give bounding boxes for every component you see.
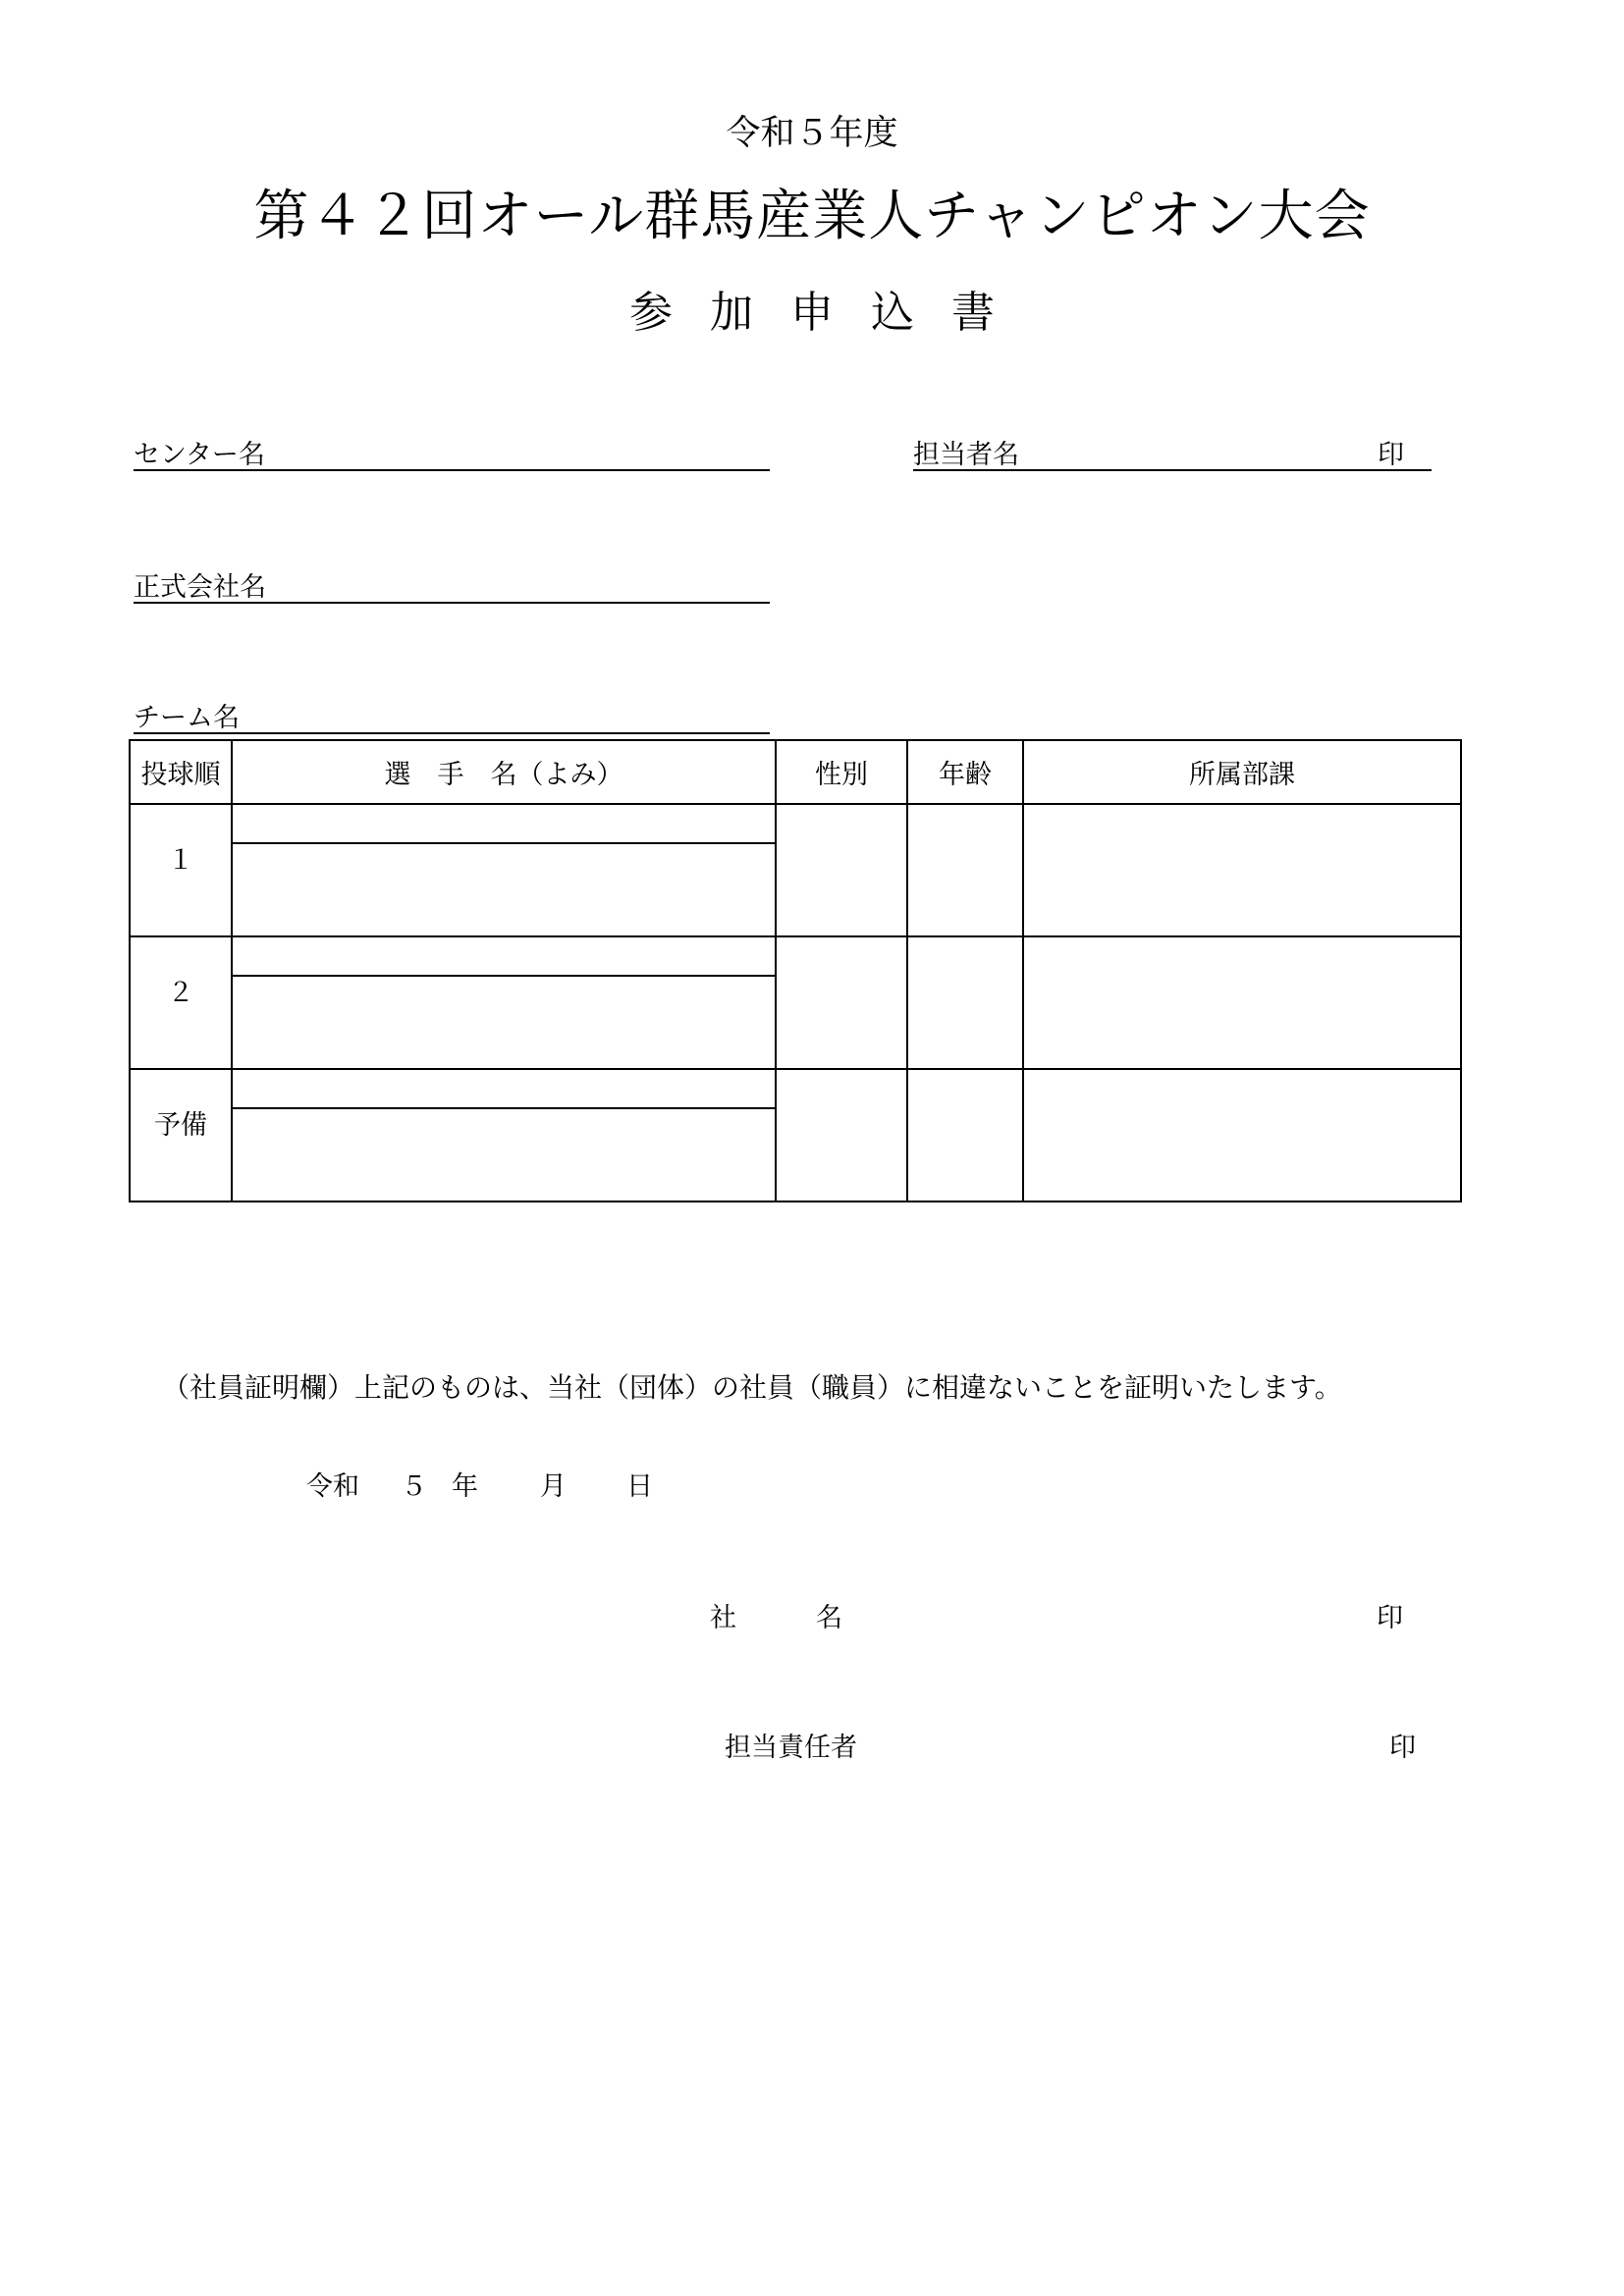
reading-field[interactable] <box>233 805 775 844</box>
fiscal-year: 令和５年度 <box>726 114 898 153</box>
date-day-label: 日 <box>626 1471 653 1502</box>
department-cell[interactable] <box>1023 936 1461 1069</box>
header-order: 投球順 <box>130 740 232 804</box>
header-department: 所属部課 <box>1023 740 1461 804</box>
responsible-seal-mark: 印 <box>1389 1733 1416 1763</box>
company-signature-label: 社 名 <box>710 1603 842 1633</box>
team-name-input[interactable] <box>134 732 770 734</box>
date-month-label: 月 <box>540 1471 567 1502</box>
age-cell[interactable] <box>907 1069 1023 1201</box>
row-order: １ <box>130 804 232 936</box>
center-name-input[interactable] <box>134 469 770 471</box>
header-gender: 性別 <box>776 740 907 804</box>
reading-field[interactable] <box>233 1070 775 1109</box>
person-in-charge-input[interactable] <box>913 469 1432 471</box>
date-year-label: 年 <box>452 1471 478 1502</box>
header-player-name: 選 手 名（よみ） <box>232 740 776 804</box>
row-order: ２ <box>130 936 232 1069</box>
row-order: 予備 <box>130 1069 232 1201</box>
center-name-label: センター名 <box>134 440 265 470</box>
reading-field[interactable] <box>233 937 775 977</box>
company-name-input[interactable] <box>134 602 770 604</box>
form-title: 参加申込書 <box>629 288 1032 338</box>
person-in-charge-label: 担当者名 <box>913 440 1019 470</box>
roster-table <box>129 739 1462 1202</box>
date-era: 令和 <box>306 1471 359 1502</box>
department-cell[interactable] <box>1023 804 1461 936</box>
department-cell[interactable] <box>1023 1069 1461 1201</box>
age-cell[interactable] <box>907 936 1023 1069</box>
table-header-row <box>130 740 1461 804</box>
certification-statement: （社員証明欄）上記のものは、当社（団体）の社員（職員）に相違ないことを証明いたします。 <box>162 1371 1342 1404</box>
player-name-cell[interactable] <box>232 804 776 936</box>
player-name-cell[interactable] <box>232 936 776 1069</box>
table-row <box>130 804 1461 936</box>
seal-mark: 印 <box>1378 440 1404 470</box>
gender-cell[interactable] <box>776 936 907 1069</box>
header-age: 年齢 <box>907 740 1023 804</box>
age-cell[interactable] <box>907 804 1023 936</box>
responsible-person-label: 担当責任者 <box>725 1733 857 1763</box>
date-year: ５ <box>401 1471 427 1502</box>
company-seal-mark: 印 <box>1377 1603 1403 1633</box>
player-name-cell[interactable] <box>232 1069 776 1201</box>
company-name-label: 正式会社名 <box>134 572 266 603</box>
table-row <box>130 936 1461 1069</box>
team-name-label: チーム名 <box>134 703 240 733</box>
gender-cell[interactable] <box>776 804 907 936</box>
gender-cell[interactable] <box>776 1069 907 1201</box>
page-title: 第４２回オール群馬産業人チャンピオン大会 <box>253 185 1371 248</box>
table-row <box>130 1069 1461 1201</box>
